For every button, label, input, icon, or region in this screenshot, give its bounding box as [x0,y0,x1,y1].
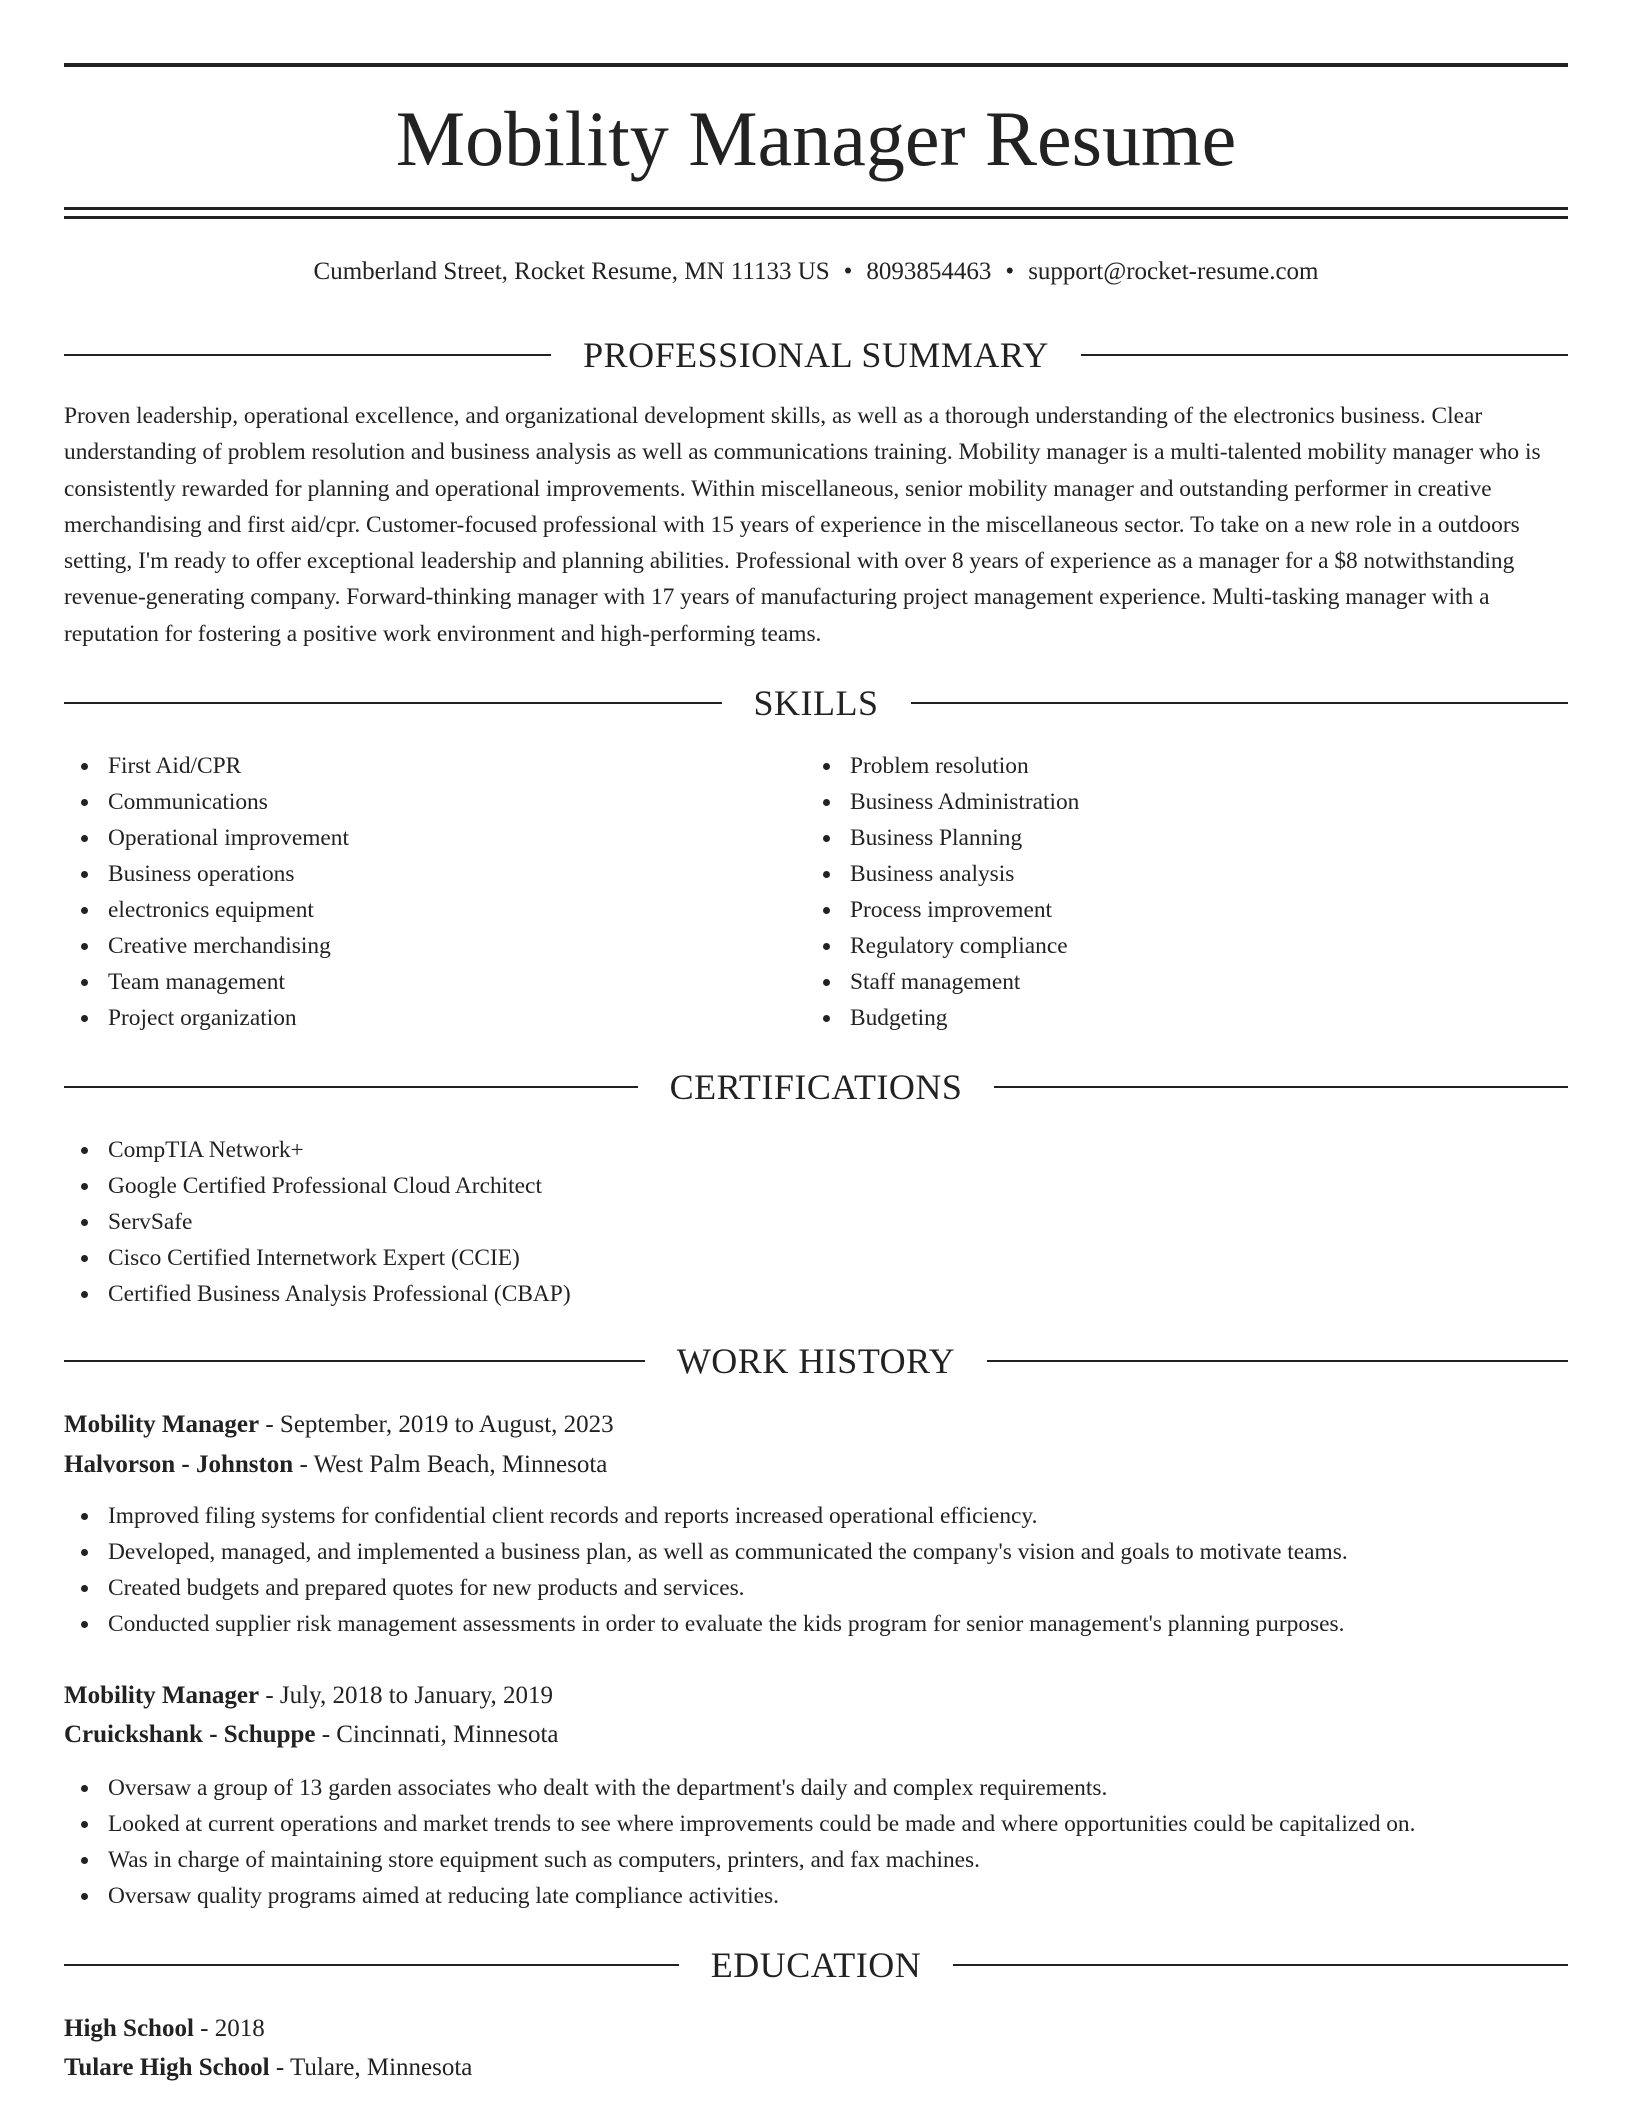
skill-item: Staff management [806,964,1506,1000]
section-title: EDUCATION [710,1945,922,1985]
company-name: Cruickshank - Schuppe [64,1721,316,1748]
skill-item: Operational improvement [64,820,764,856]
job-title-line [64,1406,1568,1444]
divider-line [911,702,1569,704]
job-duty-item: Oversaw a group of 13 garden associates who dealt with the department's daily and complex requirements. [64,1770,1568,1806]
divider-line [64,1964,679,1966]
skill-item: Team management [64,964,764,1000]
resume-title: Mobility Manager Resume [395,95,1237,182]
divider-line [953,1964,1568,1966]
company-location: - Cincinnati, Minnesota [315,1721,559,1748]
job-title: Mobility Manager [64,1682,260,1709]
contact-address: Cumberland Street, Rocket Resume, MN 11133 US [313,258,830,285]
job-duty-item: Conducted supplier risk management assessments in order to evaluate the kids program for senior management's planning purposes. [64,1606,1568,1642]
contact-phone: 8093854463 [866,258,992,285]
section-header-skills [64,678,1568,728]
job-company-line [64,1446,1568,1484]
divider-line [64,702,722,704]
section-header-education [64,1940,1568,1990]
education-degree: High School [64,2015,194,2042]
company-name: Halvorson - Johnston [64,1451,294,1478]
certification-item: ServSafe [64,1204,1568,1240]
school-name: Tulare High School [64,2054,270,2081]
contact-line [64,254,1568,290]
divider-line [987,1360,1568,1362]
section-title: CERTIFICATIONS [669,1067,963,1107]
divider-line [64,1360,645,1362]
certifications-list [64,1132,1568,1312]
certification-item: Google Certified Professional Cloud Architect [64,1168,1568,1204]
section-title: WORK HISTORY [676,1341,956,1381]
job-company-line [64,1716,1568,1754]
job-dates: - July, 2018 to January, 2019 [259,1682,554,1709]
section-title: SKILLS [753,683,879,723]
contact-email: support@rocket-resume.com [1028,258,1319,285]
job-title-line [64,1677,1568,1715]
summary-text: Proven leadership, operational excellence, and organizational development skills, as well as a thorough understanding of the electronics business. Clear understanding of problem resolution and business analysis as well as communications training. Mobility manager is a multi-talented mobility manager who is consistently rewarded for planning and operational improvements. Within miscellaneous, senior mobility manager and outstanding performer in creative merchandising and first aid/cpr. Customer-focused professional with 15 years of experience in the miscellaneous sector. To take on a new role in a outdoors setting, I'm ready to offer exceptional leadership and planning abilities. Professional with over 8 years of experience as a manager for a $8 notwithstanding revenue-generating company. Forward-thinking manager with 17 years of manufacturing project management experience. Multi-tasking manager with a reputation for fostering a positive work environment and high-performing teams. [64,403,1541,647]
skill-item: Business Administration [806,784,1506,820]
skill-item: Business operations [64,856,764,892]
education-degree-line [64,2010,1568,2048]
skill-item: Process improvement [806,892,1506,928]
section-title: PROFESSIONAL SUMMARY [583,335,1049,375]
job-duties-list [64,1770,1568,1914]
school-location: - Tulare, Minnesota [269,2054,473,2081]
contact-separator: • [843,258,853,285]
certification-item: Cisco Certified Internetwork Expert (CCIE) [64,1240,1568,1276]
title-rule-lower [64,216,1568,219]
job-duty-item: Created budgets and prepared quotes for new products and services. [64,1570,1568,1606]
job-duty-item: Oversaw quality programs aimed at reducing late compliance activities. [64,1878,1568,1914]
skill-item: Problem resolution [806,748,1506,784]
job-duty-item: Looked at current operations and market trends to see where improvements could be made and where opportunities could be capitalized on. [64,1806,1568,1842]
job-duty-item: Was in charge of maintaining store equipment such as computers, printers, and fax machines. [64,1842,1568,1878]
skill-item: Budgeting [806,1000,1506,1036]
job-duties-list [64,1498,1568,1642]
skill-item: Communications [64,784,764,820]
certification-item: CompTIA Network+ [64,1132,1568,1168]
skills-list-right [806,748,1506,1036]
job-duty-item: Developed, managed, and implemented a business plan, as well as communicated the company's vision and goals to motivate teams. [64,1534,1568,1570]
job-duty-item: Improved filing systems for confidential client records and reports increased operational efficiency. [64,1498,1568,1534]
section-header-summary [64,330,1568,380]
title-rule-upper [64,207,1568,210]
top-rule [64,63,1568,67]
section-header-certifications [64,1062,1568,1112]
education-school-line [64,2049,1568,2087]
skill-item: electronics equipment [64,892,764,928]
skills-list-left [64,748,764,1036]
job-title: Mobility Manager [64,1411,260,1438]
divider-line [1081,354,1568,356]
company-location: - West Palm Beach, Minnesota [293,1451,608,1478]
certification-item: Certified Business Analysis Professional (CBAP) [64,1276,1568,1312]
job-dates: - September, 2019 to August, 2023 [259,1411,614,1438]
skill-item: Creative merchandising [64,928,764,964]
skill-item: Business analysis [806,856,1506,892]
skill-item: Business Planning [806,820,1506,856]
skill-item: First Aid/CPR [64,748,764,784]
divider-line [994,1086,1568,1088]
divider-line [64,1086,638,1088]
skill-item: Project organization [64,1000,764,1036]
section-header-work-history [64,1336,1568,1386]
divider-line [64,354,551,356]
education-year: - 2018 [193,2015,265,2042]
skill-item: Regulatory compliance [806,928,1506,964]
contact-separator: • [1005,258,1015,285]
